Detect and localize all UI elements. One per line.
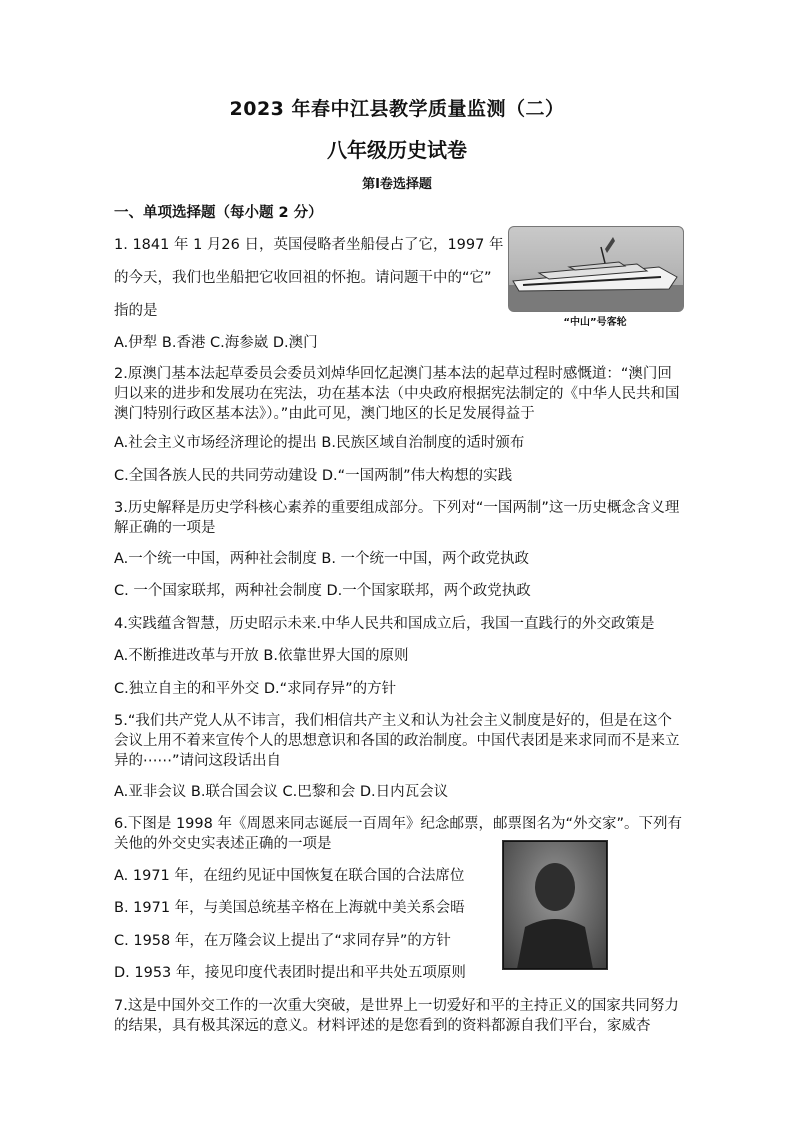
q5-options: A.亚非会议 B.联合国会议 C.巴黎和会 D.日内瓦会议 bbox=[114, 784, 449, 800]
part-heading: 一、单项选择题（每小题 2 分） bbox=[114, 205, 323, 221]
q4-options-1: A.不断推进改革与开放 B.依靠世界大国的原则 bbox=[114, 648, 409, 664]
q2-options-1: A.社会主义市场经济理论的提出 B.民族区域自治制度的适时颁布 bbox=[114, 435, 525, 451]
q4-text: 4.实践蕴含智慧，历史昭示未来.中华人民共和国成立后，我国一直践行的外交政策是 bbox=[114, 616, 655, 632]
ship-icon bbox=[509, 227, 683, 311]
q2-text: 2.原澳门基本法起草委员会委员刘焯华回忆起澳门基本法的起草过程时感慨道：“澳门回归以来的进步和发展功在宪法，功在基本法（中央政府根据宪法制定的《中华人民共和国澳门特别行政区基本法》）。”由此可见，澳门地区的长足发展得益于 bbox=[114, 366, 680, 422]
q1-options: A.伊犁 B.香港 C.海参崴 D.澳门 bbox=[114, 335, 318, 351]
q6-text: 6.下图是 1998 年《周恩来同志诞辰一百周年》纪念邮票，邮票图名为“外交家”。下列有关他的外交史实表述正确的一项是 bbox=[114, 816, 682, 852]
q6-option-d: D. 1953 年，接见印度代表团时提出和平共处五项原则 bbox=[114, 965, 466, 981]
q3-options-2: C. 一个国家联邦，两种社会制度 D.一个国家联邦，两个政党执政 bbox=[114, 583, 531, 599]
section-title: 第Ⅰ卷选择题 bbox=[362, 177, 432, 192]
q5-text: 5.“我们共产党人从不讳言，我们相信共产主义和认为社会主义制度是好的，但是在这个会议上用不着来宣传个人的思想意识和各国的政治制度。中国代表团是来求同而不是来立异的⋯⋯”请问这段话出自 bbox=[114, 713, 680, 769]
q6-option-b: B. 1971 年，与美国总统基辛格在上海就中美关系会晤 bbox=[114, 900, 465, 916]
q6-option-a: A. 1971 年，在纽约见证中国恢复在联合国的合法席位 bbox=[114, 868, 465, 884]
q2-options-2: C.全国各族人民的共同劳动建设 D.“一国两制”伟大构想的实践 bbox=[114, 468, 513, 484]
q1-line2: 的今天，我们也坐船把它收回祖的怀抱。请问题干中的“它” bbox=[114, 270, 492, 286]
q1-line1: 1. 1841 年 1 月26 日，英国侵略者坐船侵占了它，1997 年 bbox=[114, 237, 504, 253]
q7-text: 7.这是中国外交工作的一次重大突破，是世界上一切爱好和平的主持正义的国家共同努力的结果，具有极其深远的意义。材料评述的是您看到的资料都源自我们平台，家威杏 bbox=[114, 998, 679, 1034]
q3-options-1: A.一个统一中国，两种社会制度 B. 一个统一中国，两个政党执政 bbox=[114, 551, 530, 567]
q4-options-2: C.独立自主的和平外交 D.“求同存异”的方针 bbox=[114, 681, 397, 697]
q6-option-c: C. 1958 年，在万隆会议上提出了“求同存异”的方针 bbox=[114, 933, 451, 949]
exam-title: 2023 年春中江县教学质量监测（二） bbox=[229, 98, 565, 120]
exam-subtitle: 八年级历史试卷 bbox=[327, 138, 467, 162]
q1-line3: 指的是 bbox=[114, 303, 158, 319]
portrait-icon bbox=[503, 841, 607, 969]
q3-text: 3.历史解释是历史学科核心素养的重要组成部分。下列对“一国两制”这一历史概念含义理解正确的一项是 bbox=[114, 500, 680, 536]
stamp-portrait bbox=[502, 840, 608, 970]
ship-photo bbox=[508, 226, 684, 312]
ship-photo-caption: “中山”号客轮 bbox=[563, 317, 627, 328]
